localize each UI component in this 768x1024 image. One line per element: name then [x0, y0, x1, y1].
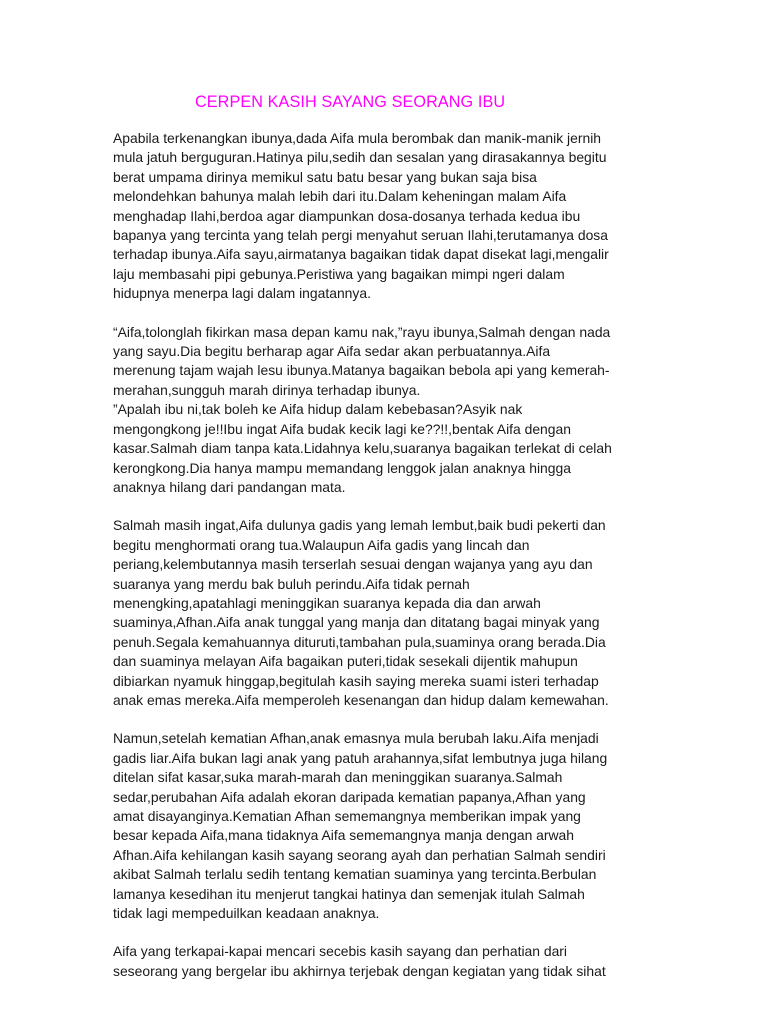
text-line: mula jatuh berguguran.Hatinya pilu,sedih dan sesalan yang dirasakannya begitu — [113, 149, 607, 166]
text-line: terhadap ibunya.Aifa sayu,airmatanya bagaikan tidak dapat disekat lagi,mengalir — [113, 246, 609, 263]
text-line: ”Apalah ibu ni,tak boleh ke Aifa hidup dalam kebebasan?Asyik nak — [113, 401, 523, 418]
text-line: sedar,perubahan Aifa adalah ekoran daripada kematian papanya,Afhan yang — [113, 788, 586, 805]
text-line: Apabila terkenangkan ibunya,dada Aifa mula berombak dan manik-manik jernih — [113, 130, 602, 146]
text-line: gadis liar.Aifa bukan lagi anak yang patuh arahannya,sifat lembutnya juga hilang — [113, 749, 608, 766]
text-line: Namun,setelah kematian Afhan,anak emasnya mula berubah laku.Aifa menjadi — [113, 730, 599, 747]
text-line: yang sayu.Dia begitu berharap agar Aifa sedar akan perbuatannya.Aifa — [113, 343, 551, 360]
text-line: amat disayanginya.Kematian Afhan sememangnya memberikan impak yang — [113, 808, 581, 824]
text-line: anaknya hilang dari pandangan mata. — [113, 478, 346, 495]
paragraph — [113, 729, 658, 923]
text-line: mengongkong je!!Ibu ingat Aifa budak kecik lagi ke??!!,bentak Aifa dengan — [113, 420, 571, 437]
text-line: periang,kelembutannya masih terserlah sesuai dengan wajanya yang ayu dan — [113, 556, 593, 573]
text-line: Salmah masih ingat,Aifa dulunya gadis yang lemah lembut,baik budi pekerti dan — [113, 517, 606, 534]
paragraph — [113, 516, 658, 710]
text-line: hidupnya menerpa lagi dalam ingatannya. — [113, 285, 371, 302]
text-line: merenung tajam wajah lesu ibunya.Matanya bagaikan bebola api yang kemerah- — [113, 362, 610, 379]
text-line: penuh.Segala kemahuannya dituruti,tambahan pula,suaminya orang berada.Dia — [113, 633, 606, 650]
text-line: seseorang yang bergelar ibu akhirnya terjebak dengan kegiatan yang tidak sihat — [113, 962, 606, 979]
text-line: besar kepada Aifa,mana tidaknya Aifa sememangnya manja dengan arwah — [113, 827, 575, 844]
text-line: “Aifa,tolonglah fikirkan masa depan kamu nak,”rayu ibunya,Salmah dengan nada — [113, 323, 611, 340]
document-page — [113, 92, 658, 1000]
text-line: lamanya kesedihan itu menjerut tangkai hatinya dan semenjak itulah Salmah — [113, 885, 585, 902]
text-line: akibat Salmah terlalu sedih tentang kematian suaminya yang tercinta.Berbulan — [113, 866, 597, 883]
text-line: ditelan sifat kasar,suka marah-marah dan meninggikan suaranya.Salmah — [113, 769, 563, 786]
document-body — [113, 129, 658, 981]
text-line: kerongkong.Dia hanya mampu memandang lenggok jalan anaknya hingga — [113, 459, 571, 476]
text-line: tidak lagi mempeduilkan keadaan anaknya. — [113, 905, 380, 922]
paragraph — [113, 942, 658, 981]
text-line: dibiarkan nyamuk hinggap,begitulah kasih saying mereka suami isteri terhadap — [113, 672, 599, 689]
text-line: anak emas mereka.Aifa memperoleh kesenangan dan hidup dalam kemewahan. — [113, 691, 609, 708]
text-line: menengking,apatahlagi meninggikan suaranya kepada dia dan arwah — [113, 594, 541, 611]
text-line: Afhan.Aifa kehilangan kasih sayang seorang ayah dan perhatian Salmah sendiri — [113, 846, 606, 863]
text-line: menghadap Ilahi,berdoa agar diampunkan dosa-dosanya terhada kedua ibu — [113, 207, 581, 224]
document-title: CERPEN KASIH SAYANG SEORANG IBU — [195, 93, 506, 111]
text-line: begitu menghormati orang tua.Walaupun Aifa gadis yang lincah dan — [113, 536, 530, 553]
text-line: melondehkan bahunya malah lebih dari itu.Dalam keheningan malam Aifa — [113, 188, 567, 205]
paragraph — [113, 129, 658, 304]
text-line: berat umpama dirinya memikul satu batu besar yang bukan saja bisa — [113, 168, 537, 185]
text-line: kasar.Salmah diam tanpa kata.Lidahnya kelu,suaranya bagaikan terlekat di celah — [113, 440, 612, 457]
paragraph — [113, 323, 658, 498]
text-line: suaranya yang merdu bak buluh perindu.Aifa tidak pernah — [113, 575, 470, 592]
text-line: bapanya yang tercinta yang telah pergi menyahut seruan Ilahi,terutamanya dosa — [113, 227, 608, 244]
text-line: merahan,sungguh marah dirinya terhadap ibunya. — [113, 381, 421, 398]
text-line: laju membasahi pipi gebunya.Peristiwa yang bagaikan mimpi ngeri dalam — [113, 265, 565, 282]
text-line: suaminya,Afhan.Aifa anak tunggal yang manja dan ditatang bagai minyak yang — [113, 614, 600, 631]
text-line: Aifa yang terkapai-kapai mencari secebis kasih sayang dan perhatian dari — [113, 943, 568, 960]
text-line: dan suaminya melayan Aifa bagaikan puteri,tidak sesekali dijentik mahupun — [113, 653, 578, 670]
